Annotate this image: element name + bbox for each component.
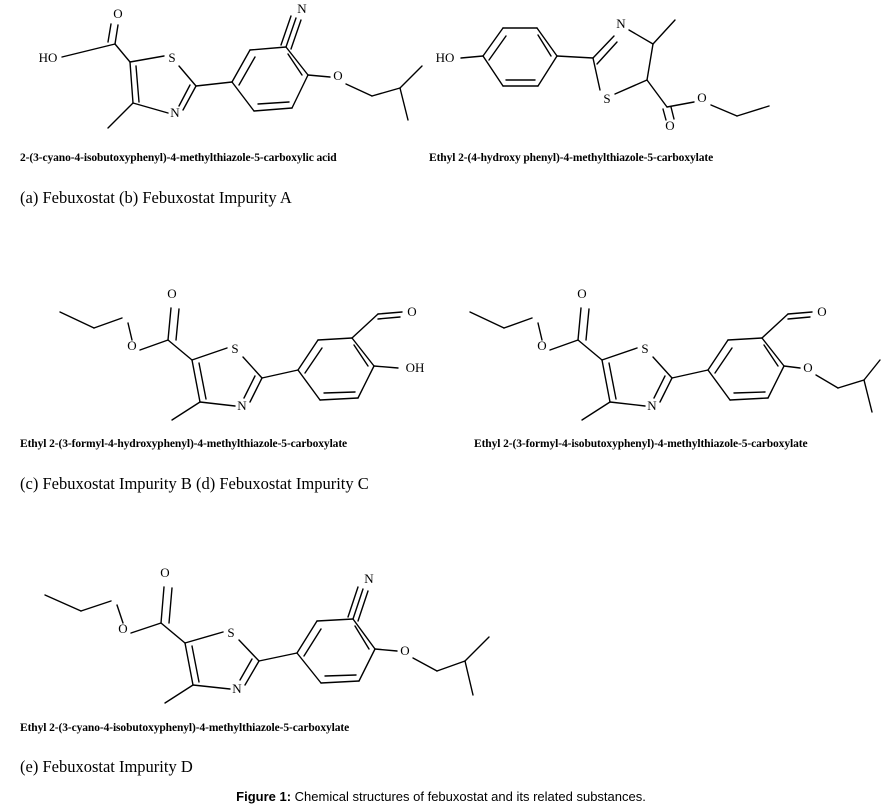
chemical-name-febuxostat: 2-(3-cyano-4-isobutoxyphenyl)-4-methylthiazole-5-carboxylic acid [20,152,337,164]
atom-label-O: O [113,6,123,21]
atom-label-S: S [603,91,611,106]
figure-caption-text: Chemical structures of febuxostat and its related substances. [294,789,646,804]
atom-label-HO: HO [38,50,58,65]
atom-label-O-ester: O [537,338,547,353]
atom-label-O-aldehyde: O [817,304,827,319]
atom-label-OH: OH [405,360,425,375]
atom-label-O-ester: O [697,90,707,105]
atom-label-S: S [168,50,176,65]
atom-label-O-carbonyl: O [160,565,170,580]
structure-impurity-c [460,278,880,428]
atom-label-S: S [227,625,235,640]
atom-label-HO: HO [435,50,455,65]
atom-label-N: N [232,681,242,696]
structure-impurity-a [425,10,875,150]
structure-impurity-b [50,278,470,428]
atom-label-O-carbonyl: O [577,286,587,301]
structure-impurity-d [35,545,515,710]
row-label-c-d: (c) Febuxostat Impurity B (d) Febuxostat Impurity C [20,474,369,493]
atom-label-O-ether: O [803,360,813,375]
atom-label-O-ether: O [333,68,343,83]
atom-label-S: S [641,341,649,356]
atom-label-O-ester: O [118,621,128,636]
atom-label-O-aldehyde: O [407,304,417,319]
atom-label-O-carbonyl: O [665,118,675,133]
atom-label-O-carbonyl: O [167,286,177,301]
chemical-name-impurity-c: Ethyl 2-(3-formyl-4-isobutoxyphenyl)-4-methylthiazole-5-carboxylate [474,438,808,450]
figure-label: Figure 1: [236,789,295,804]
atom-label-O-ester: O [127,338,137,353]
atom-label-N: N [616,16,626,31]
atom-label-N: N [170,105,180,120]
atom-label-N-nitrile: N [297,1,307,16]
atom-label-O-ether: O [400,643,410,658]
atom-label-N: N [237,398,247,413]
chemical-name-impurity-d: Ethyl 2-(3-cyano-4-isobutoxyphenyl)-4-methylthiazole-5-carboxylate [20,722,350,734]
atom-label-S: S [231,341,239,356]
atom-label-N: N [647,398,657,413]
atom-label-N-nitrile: N [364,571,374,586]
structure-febuxostat [20,0,430,150]
chemical-name-impurity-a: Ethyl 2-(4-hydroxy phenyl)-4-methylthiazole-5-carboxylate [429,152,714,164]
chemical-name-impurity-b: Ethyl 2-(3-formyl-4-hydroxyphenyl)-4-methylthiazole-5-carboxylate [20,438,348,450]
figure-caption [0,789,882,804]
row-label-a-b: (a) Febuxostat (b) Febuxostat Impurity A [20,188,292,207]
row-label-e: (e) Febuxostat Impurity D [20,757,193,776]
